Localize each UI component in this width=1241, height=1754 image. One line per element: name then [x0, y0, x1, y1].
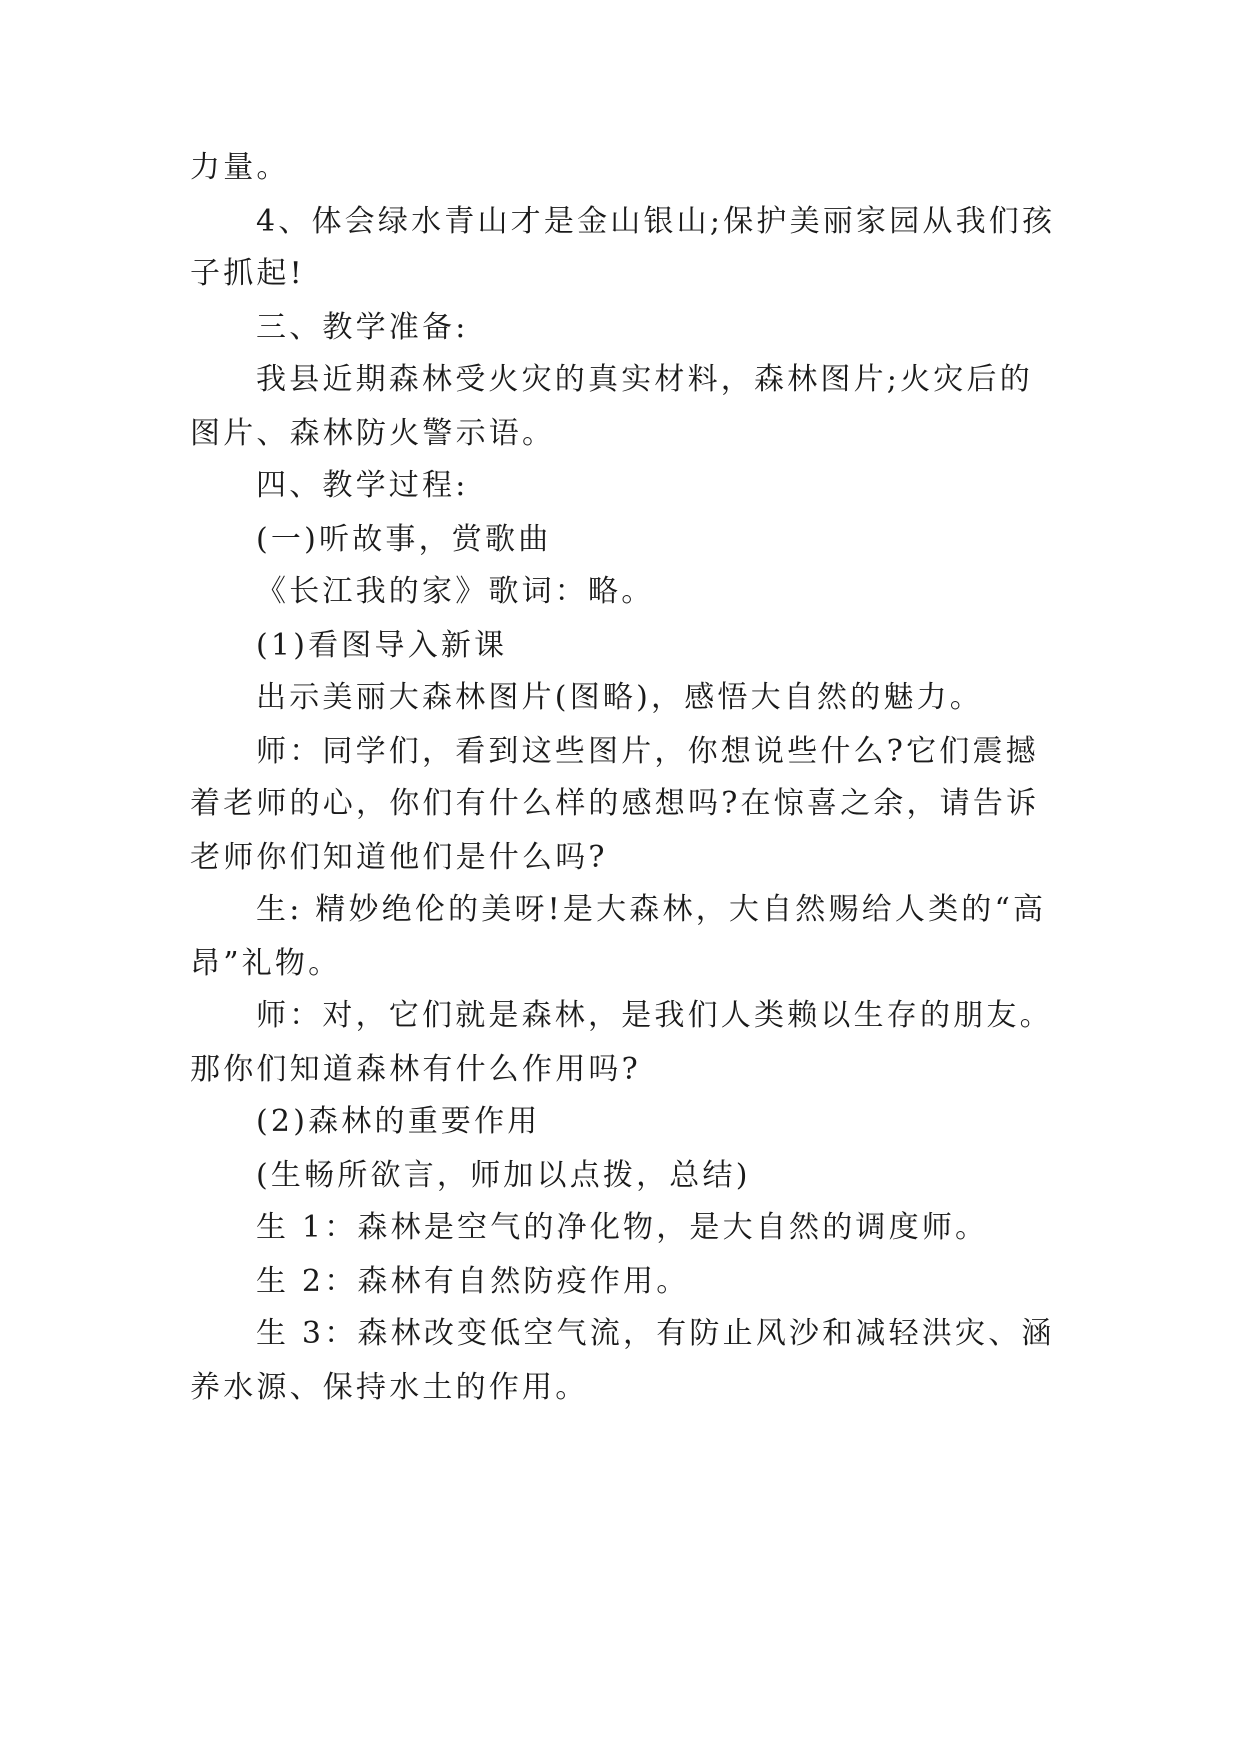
section-heading: 三、教学准备: [256, 310, 469, 345]
paragraph-line: 我县近期森林受火灾的真实材料，森林图片;火灾后的 [256, 362, 1033, 397]
subsection-heading: (一)听故事，赏歌曲 [256, 522, 552, 557]
paragraph-line: 那你们知道森林有什么作用吗? [190, 1052, 641, 1087]
paragraph-line: 子抓起! [190, 256, 305, 291]
subsection-heading: (2)森林的重要作用 [256, 1104, 541, 1139]
paragraph-line: 4、体会绿水青山才是金山银山;保护美丽家园从我们孩 [256, 204, 1056, 239]
paragraph-line: (生畅所欲言，师加以点拨，总结) [256, 1158, 751, 1193]
paragraph-line: 老师你们知道他们是什么吗? [190, 840, 608, 875]
subsection-heading: (1)看图导入新课 [256, 628, 508, 663]
paragraph-line: 力量。 [190, 150, 290, 185]
paragraph-line: 生 2：森林有自然防疫作用。 [256, 1264, 690, 1299]
paragraph-line: 着老师的心，你们有什么样的感想吗?在惊喜之余，请告诉 [190, 786, 1040, 821]
paragraph-line: 生: 精妙绝伦的美呀!是大森林，大自然赐给人类的“高 [256, 892, 1047, 927]
paragraph-line: 《长江我的家》歌词：略。 [256, 574, 655, 609]
paragraph-line: 养水源、保持水土的作用。 [190, 1370, 589, 1405]
paragraph-line: 生 3：森林改变低空气流，有防止风沙和减轻洪灾、涵 [256, 1316, 1055, 1351]
paragraph-line: 师：对，它们就是森林，是我们人类赖以生存的朋友。 [256, 998, 1053, 1033]
paragraph-line: 出示美丽大森林图片(图略)，感悟大自然的魅力。 [256, 680, 984, 715]
paragraph-line: 师：同学们，看到这些图片，你想说些什么?它们震撼 [256, 734, 1039, 769]
paragraph-line: 生 1：森林是空气的净化物，是大自然的调度师。 [256, 1210, 989, 1245]
paragraph-line: 昂”礼物。 [190, 946, 342, 981]
paragraph-line: 图片、森林防火警示语。 [190, 416, 556, 451]
section-heading: 四、教学过程: [256, 468, 469, 503]
